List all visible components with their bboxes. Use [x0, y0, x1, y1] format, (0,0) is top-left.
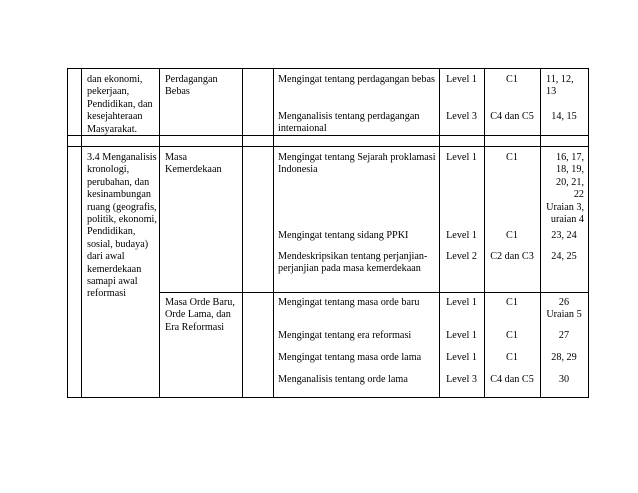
indikator-cell: Mengingat tentang perdagangan bebas	[278, 74, 436, 85]
ranah-cell: C1	[506, 352, 518, 363]
column-divider	[273, 68, 274, 398]
level-cell: Level 1	[446, 152, 477, 163]
table-border-top	[67, 68, 589, 69]
indikator-cell: Mengingat tentang sidang PPKI	[278, 230, 409, 241]
level-cell: Level 1	[446, 74, 477, 85]
ranah-cell: C1	[506, 330, 518, 341]
sub-materi-cell: Perdagangan Bebas	[165, 74, 218, 98]
column-divider	[159, 68, 160, 398]
indikator-cell: Menganalisis tentang perdagangan internaional	[278, 111, 420, 135]
nomor-soal-cell: 24, 25	[551, 251, 577, 262]
indikator-cell: Menganalisis tentang orde lama	[278, 374, 408, 385]
level-cell: Level 1	[446, 352, 477, 363]
indikator-cell: Mengingat tentang masa orde baru	[278, 297, 420, 308]
nomor-soal-cell: 11, 12, 13	[546, 74, 574, 98]
ranah-cell: C1	[506, 297, 518, 308]
sub-materi-cell: Masa Kemerdekaan	[165, 152, 222, 176]
level-cell: Level 1	[446, 297, 477, 308]
column-divider	[81, 68, 82, 398]
nomor-soal-cell: 28, 29	[551, 352, 577, 363]
ranah-cell: C4 dan C5	[490, 374, 534, 385]
materi-cell: 3.4 Menganalisis kronologi, perubahan, dan kesinambungan ruang (geografis, politik, ekonomi, Pendidikan, sosial, budaya) dari awal kemerdekaan samapi awal reformasi	[87, 152, 157, 300]
column-divider	[242, 68, 243, 398]
table-border-right	[588, 68, 589, 398]
table-border-left	[67, 68, 68, 398]
level-cell: Level 3	[446, 111, 477, 122]
indikator-cell: Mengingat tentang Sejarah proklamasi Indonesia	[278, 152, 436, 176]
row-divider	[67, 146, 589, 147]
level-cell: Level 1	[446, 230, 477, 241]
indikator-cell: Mengingat tentang masa orde lama	[278, 352, 422, 363]
indikator-cell: Mendeskripsikan tentang perjanjian- perjanjian pada masa kemerdekaan	[278, 251, 428, 275]
ranah-cell: C2 dan C3	[490, 251, 534, 262]
level-cell: Level 1	[446, 330, 477, 341]
nomor-soal-cell: 23, 24	[551, 230, 577, 241]
level-cell: Level 3	[446, 374, 477, 385]
level-cell: Level 2	[446, 251, 477, 262]
row-divider	[159, 292, 589, 293]
nomor-soal-cell: 26 Uraian 5	[546, 297, 582, 321]
nomor-soal-cell: 30	[558, 374, 570, 385]
ranah-cell: C1	[506, 230, 518, 241]
materi-cell: dan ekonomi, pekerjaan, Pendidikan, dan kesejahteraan Masyarakat.	[87, 74, 153, 135]
sub-materi-cell: Masa Orde Baru, Orde Lama, dan Era Reformasi	[165, 297, 235, 333]
nomor-soal-cell: 16, 17, 18, 19, 20, 21, 22 Uraian 3, uraian 4	[546, 152, 584, 226]
nomor-soal-cell: 14, 15	[551, 111, 577, 122]
table-border-bottom	[67, 397, 589, 398]
ranah-cell: C1	[506, 152, 518, 163]
ranah-cell: C4 dan C5	[490, 111, 534, 122]
indikator-cell: Mengingat tentang era reformasi	[278, 330, 412, 341]
nomor-soal-cell: 27	[558, 330, 570, 341]
ranah-cell: C1	[506, 74, 518, 85]
